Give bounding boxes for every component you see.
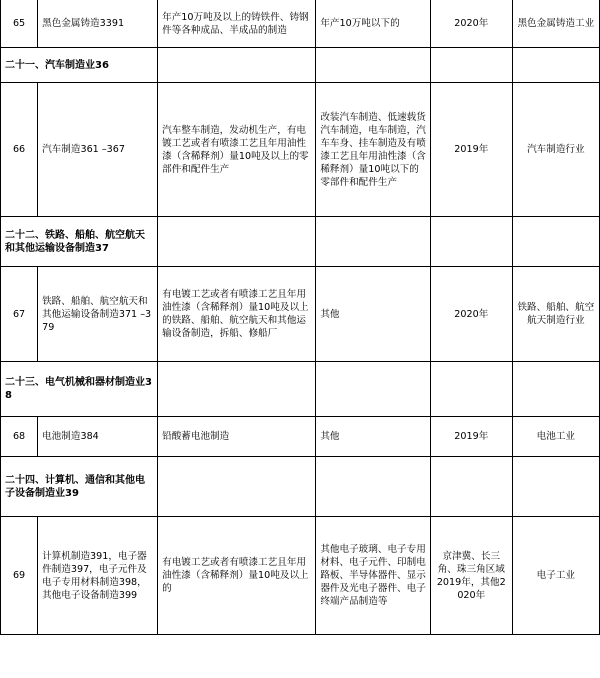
simplified-management-condition: 年产10万吨以下的 — [316, 0, 431, 48]
simplified-management-condition: 其他 — [316, 417, 431, 457]
implementation-year: 2020年 — [430, 267, 512, 362]
applicable-industry: 铁路、船舶、航空航天制造行业 — [512, 267, 599, 362]
table-row — [1, 417, 600, 457]
industry-category: 电池制造384 — [38, 417, 158, 457]
empty-cell — [316, 362, 431, 417]
table-row — [1, 83, 600, 217]
applicable-industry: 电子工业 — [512, 517, 599, 635]
industry-category: 铁路、船舶、航空航天和其他运输设备制造371 –379 — [38, 267, 158, 362]
section-header-row — [1, 362, 600, 417]
empty-cell — [316, 457, 431, 517]
section-title: 二十一、汽车制造业36 — [1, 48, 158, 83]
empty-cell — [430, 48, 512, 83]
key-management-condition: 年产10万吨及以上的铸铁件、铸钢件等各种成品、半成品的制造 — [158, 0, 316, 48]
item-number: 69 — [1, 517, 38, 635]
table-row — [1, 0, 600, 48]
key-management-condition: 汽车整车制造，发动机生产，有电镀工艺或者有喷漆工艺且年用油性漆（含稀释剂）量10吨及以上的零部件和配件生产 — [158, 83, 316, 217]
section-header-row — [1, 217, 600, 267]
implementation-year: 2020年 — [430, 0, 512, 48]
industry-category: 汽车制造361 –367 — [38, 83, 158, 217]
section-title: 二十二、铁路、船舶、航空航天和其他运输设备制造37 — [1, 217, 158, 267]
section-title: 二十四、计算机、通信和其他电子设备制造业39 — [1, 457, 158, 517]
simplified-management-condition: 其他电子玻璃、电子专用材料、电子元件、印制电路板、半导体器件、显示器件及光电子器件、电子终端产品制造等 — [316, 517, 431, 635]
item-number: 68 — [1, 417, 38, 457]
empty-cell — [158, 217, 316, 267]
empty-cell — [430, 217, 512, 267]
item-number: 67 — [1, 267, 38, 362]
applicable-industry: 汽车制造行业 — [512, 83, 599, 217]
industry-category: 计算机制造391，电子器件制造397，电子元件及电子专用材料制造398，其他电子设备制造399 — [38, 517, 158, 635]
section-title: 二十三、电气机械和器材制造业38 — [1, 362, 158, 417]
empty-cell — [512, 362, 599, 417]
section-header-row — [1, 457, 600, 517]
simplified-management-condition: 改装汽车制造、低速载货汽车制造，电车制造，汽车车身、挂车制造及有喷漆工艺且年用油性漆（含稀释剂）量10吨以下的零部件和配件生产 — [316, 83, 431, 217]
empty-cell — [512, 457, 599, 517]
empty-cell — [316, 48, 431, 83]
key-management-condition: 铅酸蓄电池制造 — [158, 417, 316, 457]
empty-cell — [158, 362, 316, 417]
applicable-industry: 黑色金属铸造工业 — [512, 0, 599, 48]
item-number: 65 — [1, 0, 38, 48]
section-header-row — [1, 48, 600, 83]
empty-cell — [430, 362, 512, 417]
key-management-condition: 有电镀工艺或者有喷漆工艺且年用油性漆（含稀释剂）量10吨及以上的铁路、船舶、航空航天和其他运输设备制造，拆船、修船厂 — [158, 267, 316, 362]
empty-cell — [158, 48, 316, 83]
table-body — [1, 0, 600, 635]
table-row — [1, 517, 600, 635]
key-management-condition: 有电镀工艺或者有喷漆工艺且年用油性漆（含稀释剂）量10吨及以上的 — [158, 517, 316, 635]
empty-cell — [316, 217, 431, 267]
empty-cell — [158, 457, 316, 517]
implementation-year: 京津冀、长三角、珠三角区域2019年，其他2020年 — [430, 517, 512, 635]
simplified-management-condition: 其他 — [316, 267, 431, 362]
empty-cell — [512, 48, 599, 83]
applicable-industry: 电池工业 — [512, 417, 599, 457]
table-row — [1, 267, 600, 362]
empty-cell — [512, 217, 599, 267]
implementation-year: 2019年 — [430, 83, 512, 217]
industry-category: 黑色金属铸造3391 — [38, 0, 158, 48]
implementation-year: 2019年 — [430, 417, 512, 457]
item-number: 66 — [1, 83, 38, 217]
empty-cell — [430, 457, 512, 517]
